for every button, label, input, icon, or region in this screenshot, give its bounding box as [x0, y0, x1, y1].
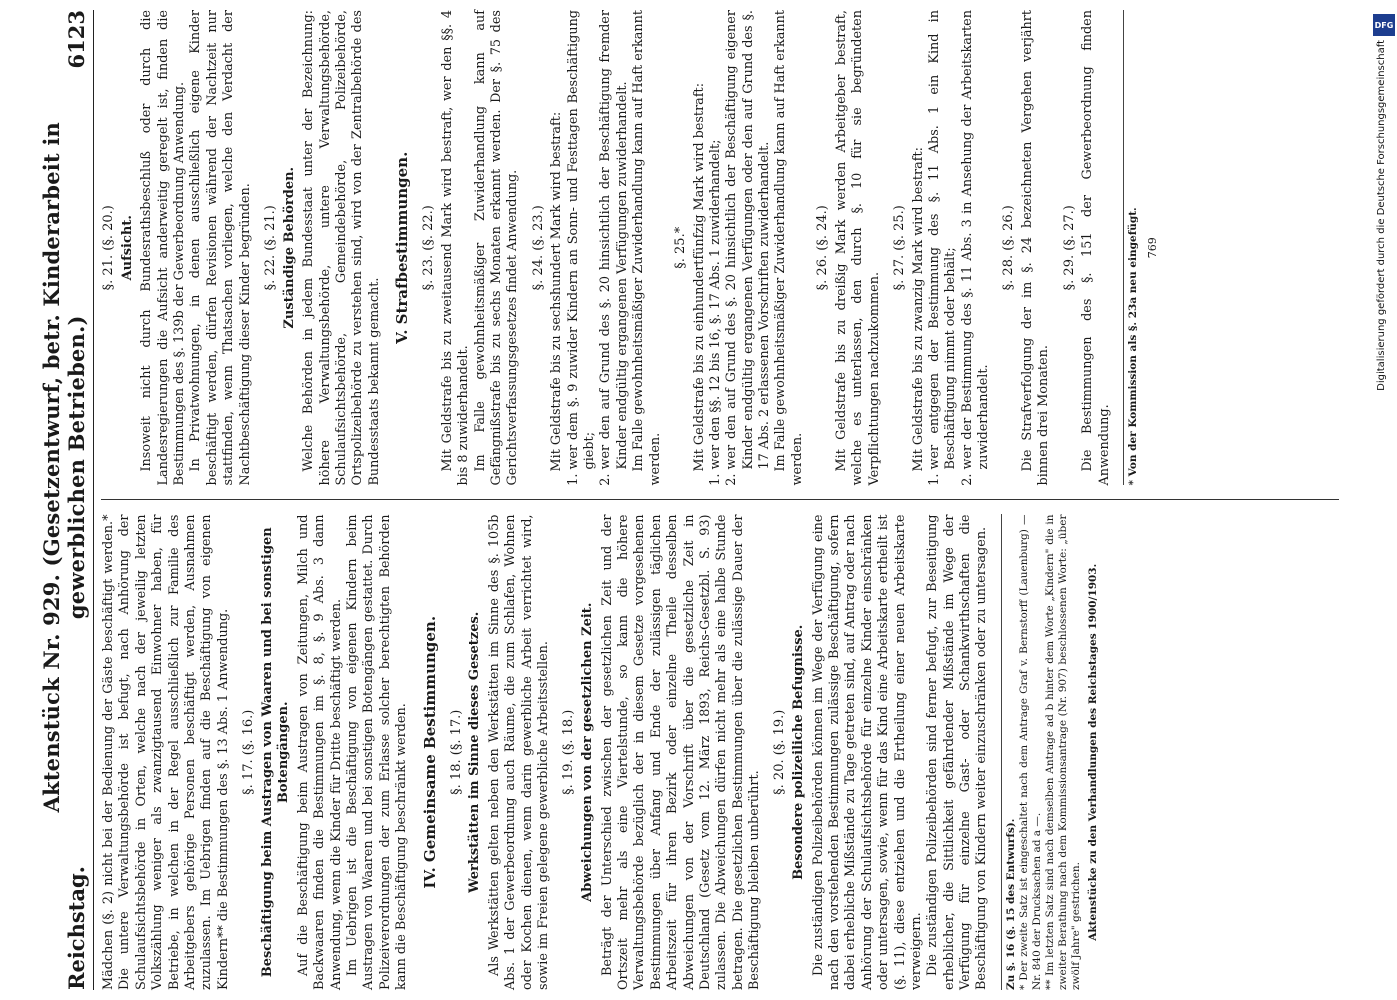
part-heading: IV. Gemeinsame Bestimmungen.: [420, 615, 438, 889]
header-page-number: 6123: [63, 10, 89, 69]
list-item: 2. wer den auf Grund des §. 20 hinsichtlich der Beschäftigung eigener Kinder endgültig ergangenen Verfügungen oder den auf Grund des §. 17 Abs. 2 erlassenen Vorschriften zuwiderhandelt.: [724, 10, 773, 470]
numbered-list: [707, 10, 773, 486]
section-heading: §. 29. (§. 27.): [1061, 205, 1077, 291]
paragraph: Die Strafverfolgung der im §. 24 bezeichneten Vergehen verjährt binnen drei Monaten.: [1019, 10, 1051, 486]
rotated-document-page: [38, 10, 1349, 990]
paragraph: Insoweit nicht durch Bundesrathsbeschluß oder durch die Landesregierungen die Aufsicht anderweitig geregelt ist, finden die Bestimmungen des §. 139b der Gewerbeordnung Anwendung.: [138, 10, 187, 486]
list-item: 2. wer der Bestimmung des §. 11 Abs. 3 in Ansehung der Arbeitskarten zuwiderhandelt.: [959, 10, 992, 470]
paragraph: Die Bestimmungen des §. 151 der Gewerbeordnung finden Anwendung.: [1079, 10, 1112, 486]
paragraph: Die zuständigen Polizeibehörden sind ferner befugt, zur Beseitigung erheblicher, die Sittlichkeit gefährdender Mißstände im Wege der Verfügung für einzelne Gast- oder Schankwirthschaften die Beschäftigung von Kindern weiter einzuschränken oder zu untersagen.: [924, 514, 989, 990]
section-title: Zuständige Behörden.: [281, 166, 296, 329]
digitization-credit: Digitalisierung gefördert durch die Deutsche Forschungsgemeinschaft: [1376, 40, 1387, 391]
section-title: Beschäftigung beim Austragen von Waaren und bei sonstigen Botengängen.: [259, 527, 291, 978]
column-divider: [101, 500, 1339, 501]
section-heading: §. 24. (§. 23.): [530, 205, 546, 291]
section-heading: §. 21. (§. 20.): [100, 205, 116, 291]
section-heading: §. 17. (§. 16.): [240, 709, 256, 795]
footnote: ** Im letzten Satz sind nach demselben Antrage ad b hinter dem Worte „Kindern" die in zweiter Berathung nach dem Kommissionsantrage (Nr. 907) beschlossenen Worte: „über zwölf Jahre" gestrichen.: [1043, 514, 1082, 990]
section-heading: §. 26. (§. 24.): [814, 205, 830, 291]
dfg-logo-icon: DFG: [1373, 14, 1395, 36]
page-header: [38, 10, 94, 990]
footnote: * Von der Kommission als §. 23a neu eingefügt.: [1126, 207, 1139, 486]
paragraph: Im Falle gewohnheitsmäßiger Zuwiderhandlung kann auf Haft erkannt werden.: [772, 10, 805, 486]
header-title: Aktenstück Nr. 929. (Gesetzentwurf, betr. Kinderarbeit in gewerblichen Betrieben.): [38, 122, 89, 813]
paragraph: Welche Behörden in jedem Bundesstaat unter der Bezeichnung: höhere Verwaltungsbehörde, untere Verwaltungsbehörde, Schulaufsichtsbehörde, Gemeindebehörde, Polizeibehörde, Ortspolizeibehörde zu verstehen sind, wird von der Zentralbehörde des Bundesstaats bekannt gemacht.: [300, 10, 382, 486]
printed-page-number: 769: [1145, 237, 1159, 259]
footnote: * Der zweite Satz ist eingeschaltet nach dem Antrage Graf v. Bernstorff (Lauenburg) — Nr. 840 der Drucksachen ad a —.: [1017, 514, 1043, 990]
section-title: Besondere polizeiliche Befugnisse.: [790, 624, 806, 880]
paragraph: Als Werkstätten gelten neben den Werkstätten im Sinne des §. 105b Abs. 1 der Gewerbeordnung auch Räume, die zum Schlafen, Wohnen oder Kochen dienen, wenn darin gewerbliche Arbeit verrichtet wird, sowie im Freien gelegene gewerbliche Arbeitsstellen.: [486, 514, 551, 990]
paragraph: Die zuständigen Polizeibehörden können im Wege der Verfügung eine nach den vorstehenden Bestimmungen zulässige Beschäftigung, sofern dabei erhebliche Mißstände zu Tage getreten sind, auf Antrag oder nach Anhörung der Schulaufsichtsbehörde für einzelne Kinder einschränken oder untersagen, sowie, wenn für das Kind eine Arbeitskarte ertheilt ist (§. 11), diese entziehen und die Ertheilung einer neuen Arbeitskarte verweigern.: [810, 514, 924, 990]
paragraph: Auf die Beschäftigung beim Austragen von Zeitungen, Milch und Backwaaren finden die Bestimmungen im §. 8, §. 9 Abs. 3 dann Anwendung, wenn die Kinder für Dritte beschäftigt werden.: [295, 514, 344, 990]
footnotes: [1000, 515, 1099, 991]
footnote: Zu §. 16 (§. 15 des Entwurfs).: [1004, 818, 1017, 990]
section-heading: §. 27. (§. 25.): [891, 205, 907, 291]
list-item: 1. wer entgegen der Bestimmung des §. 11 Abs. 1 ein Kind in Beschäftigung nimmt oder behält;: [926, 10, 959, 470]
section-title: Werkstätten im Sinne dieses Gesetzes.: [466, 611, 482, 893]
section-heading: §. 19. (§. 18.): [560, 709, 576, 795]
paragraph: Mit Geldstrafe bis zu dreißig Mark werden Arbeitgeber bestraft, welche es unterlassen, den durch §. 10 für sie begründeten Verpflichtungen nachzukommen.: [833, 10, 882, 486]
paragraph: Mit Geldstrafe bis zu zweitausend Mark wird bestraft, wer den §§. 4 bis 8 zuwiderhandelt.: [439, 10, 471, 486]
paragraph: Im Falle gewohnheitsmäßiger Zuwiderhandlung kann auf Haft erkannt werden.: [630, 10, 663, 486]
paragraph: Im Uebrigen ist die Beschäftigung von eigenen Kindern beim Austragen von Waaren und bei sonstigen Botengängen gestattet. Durch Polizeiverordnungen der zum Erlasse solcher berechtigten Behörden kann die Beschäftigung beschränkt werden.: [344, 514, 409, 990]
paragraph: Beträgt der Unterschied zwischen der gesetzlichen Zeit und der Ortszeit mehr als eine Viertelstunde, so kann die höhere Verwaltungsbehörde bezüglich der in diesem Gesetze vorgesehenen Bestimmungen über Anfang und Ende der zulässigen täglichen Arbeitszeit für ihren Bezirk oder einzelne Theile desselben Abweichungen von der Vorschrift über die gesetzliche Zeit in Deutschland (Gesetz vom 12. März 1893, Reichs-Gesetzbl. S. 93) zulassen. Die Abweichungen dürfen nicht mehr als eine halbe Stunde betragen. Die gesetzlichen Bestimmungen über die zulässige Dauer der Beschäftigung bleiben unberührt.: [599, 514, 762, 990]
section-title: Abweichungen von der gesetzlichen Zeit.: [579, 602, 595, 902]
section-heading: §. 20. (§. 19.): [771, 709, 787, 795]
paragraph: Mädchen (§. 2) nicht bei der Bedienung der Gäste beschäftigt werden.* Die untere Verwaltungsbehörde ist befugt, nach Anhörung der Schulaufsichtsbehörde in Orten, welche nach der jeweilig letzten Volkszählung weniger als zwanzigtausend Einwohner haben, für Betriebe, in welchen in der Regel ausschließlich zur Familie des Arbeitgebers gehörige Personen beschäftigt werden, Ausnahmen zuzulassen. Im Uebrigen finden auf die Beschäftigung von eigenen Kindern** die Bestimmungen des §. 13 Abs. 1 Anwendung.: [100, 514, 231, 990]
section-heading: §. 22. (§. 21.): [262, 205, 278, 291]
paragraph: Mit Geldstrafe bis zu zwanzig Mark wird bestraft:: [910, 147, 926, 472]
column-left: [101, 515, 1339, 991]
header-left: Reichstag.: [63, 866, 89, 990]
paragraph: Mit Geldstrafe bis zu einhundertfünfzig Mark wird bestraft:: [691, 82, 707, 472]
numbered-list: [926, 10, 992, 486]
list-item: 2. wer den auf Grund des §. 20 hinsichtlich der Beschäftigung fremder Kinder endgültig ergangenen Verfügungen zuwiderhandelt.: [598, 10, 631, 470]
paragraph: Mit Geldstrafe bis zu sechshundert Mark wird bestraft:: [548, 111, 564, 472]
list-item: 1. wer den §§. 12 bis 16, §. 17 Abs. 1 zuwiderhandelt;: [707, 10, 723, 470]
footer-note: Aktenstücke zu den Verhandlungen des Reichstages 1900/1903.: [1086, 563, 1099, 941]
section-heading: §. 18. (§. 17.): [448, 709, 464, 795]
section-heading: §. 28. (§. 26.): [1000, 205, 1016, 291]
column-right: [101, 10, 1339, 486]
section-heading: §. 25.*: [672, 226, 688, 269]
digitization-sidebar: [1373, 14, 1395, 974]
part-heading: V. Strafbestimmungen.: [392, 151, 411, 344]
section-title: Aufsicht.: [119, 215, 135, 281]
list-item: 1. wer dem §. 9 zuwider Kindern an Sonn- und Festtagen Beschäftigung giebt;: [565, 10, 598, 470]
footnotes: [1123, 10, 1140, 486]
numbered-list: [565, 10, 631, 486]
paragraph: In Privatwohnungen, in denen ausschließlich eigene Kinder beschäftigt werden, dürfen Revisionen während der Nachtzeit nur stattfinden, wenn Thatsachen vorliegen, welche den Verdacht der Nachtbeschäftigung dieser Kinder begründen.: [187, 10, 252, 486]
paragraph: Im Falle gewohnheitsmäßiger Zuwiderhandlung kann auf Gefängnißstrafe bis zu sechs Monaten erkannt werden. Der §. 75 des Gerichtsverfassungsgesetzes findet Anwendung.: [472, 10, 520, 486]
section-heading: §. 23. (§. 22.): [420, 205, 436, 291]
